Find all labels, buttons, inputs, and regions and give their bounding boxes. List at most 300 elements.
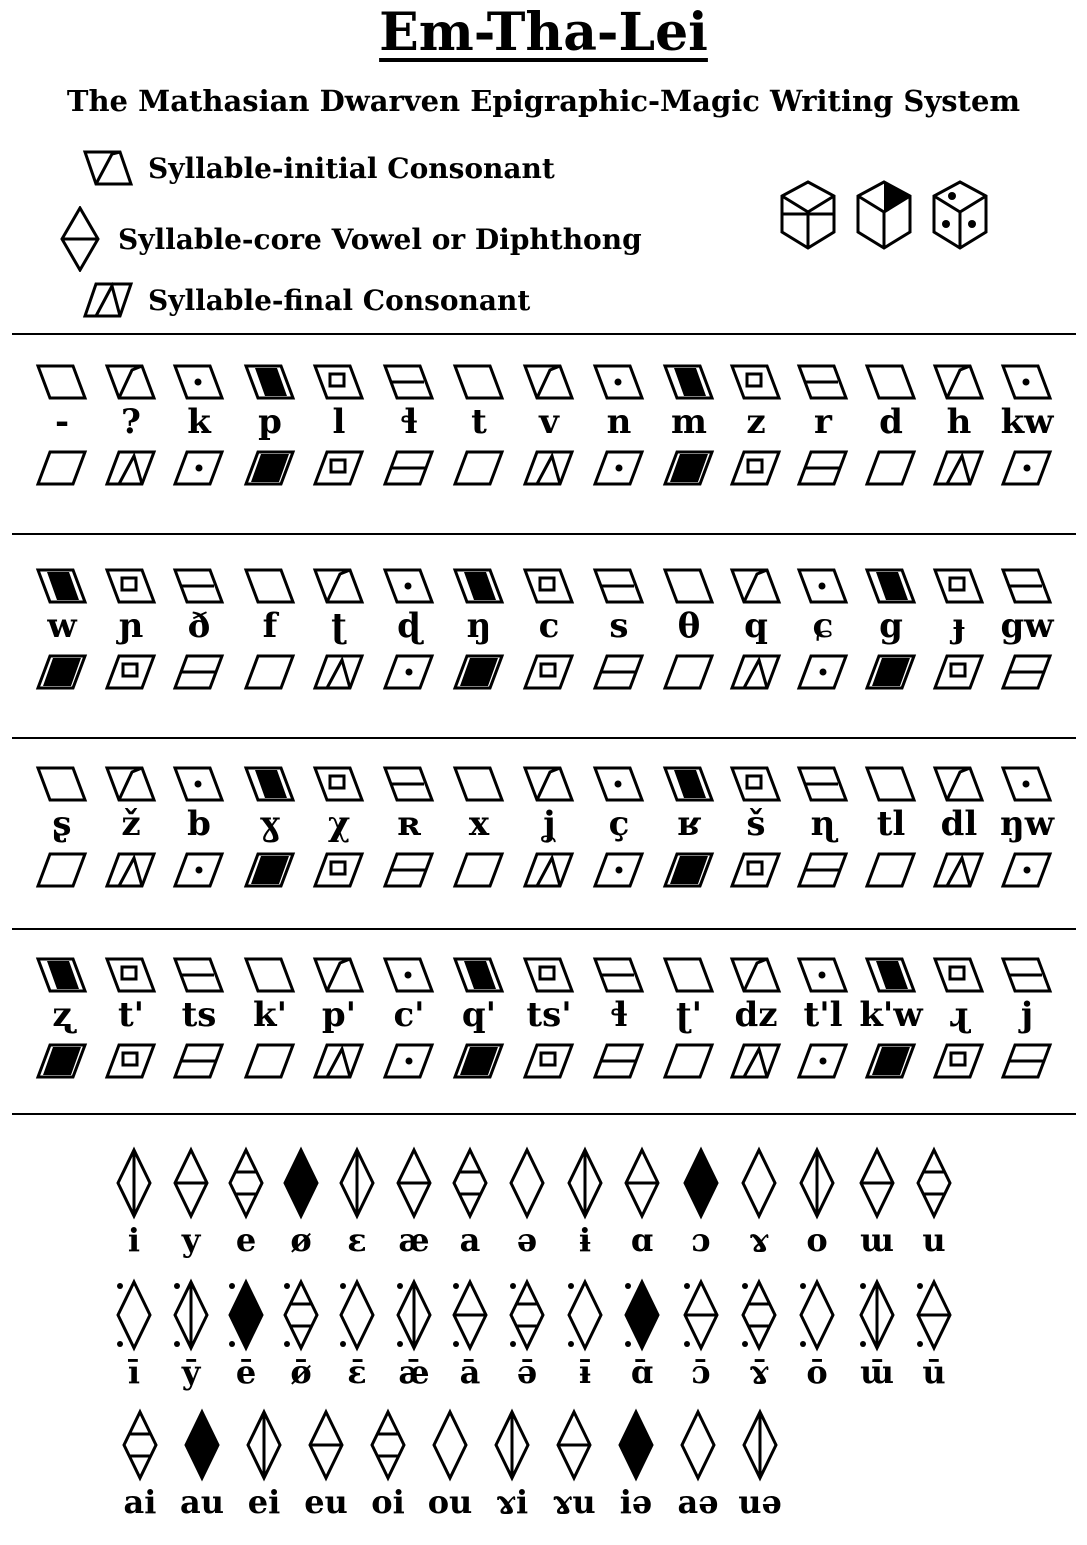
- consonant-label: ç: [608, 804, 630, 844]
- initial-consonant-glyph: [729, 764, 783, 804]
- vowel-label: y: [181, 1221, 201, 1259]
- initial-consonant-glyph: [35, 764, 89, 804]
- consonant-label: χ: [327, 804, 351, 844]
- initial-consonant-glyph: [452, 566, 506, 606]
- initial-consonant-glyph: [864, 362, 918, 402]
- consonant-cell: [165, 764, 233, 890]
- consonant-cell: [585, 764, 653, 890]
- legend-core-label: Syllable-core Vowel or Diphthong: [118, 222, 642, 256]
- vowel-cell: [102, 1278, 166, 1392]
- vowel-cell: [480, 1408, 544, 1522]
- consonant-label: t'l: [803, 995, 843, 1035]
- consonant-cell: [993, 362, 1061, 488]
- vowel-glyph: [490, 1408, 534, 1482]
- consonant-cell: [28, 955, 96, 1081]
- vowel-cell: [542, 1408, 606, 1522]
- consonant-cell: [97, 764, 165, 890]
- consonant-cell: [515, 362, 583, 488]
- vowel-glyph: [448, 1146, 492, 1220]
- consonant-cell: [305, 764, 373, 890]
- legend-initial: [82, 148, 555, 188]
- vowel-label: ɑ̄: [630, 1353, 654, 1391]
- consonant-label: ts: [181, 995, 217, 1035]
- consonant-cell: [722, 566, 790, 692]
- vowel-cell: [845, 1146, 909, 1260]
- final-consonant-glyph: [932, 1041, 986, 1081]
- consonant-cell: [925, 566, 993, 692]
- vowel-cell: [325, 1278, 389, 1392]
- vowel-cell: [669, 1146, 733, 1260]
- vowel-label: iə: [619, 1483, 653, 1521]
- vowel-glyph: [855, 1146, 899, 1220]
- vowel-glyph: [224, 1146, 268, 1220]
- initial-consonant-glyph: [1000, 566, 1054, 606]
- vowel-cell: [553, 1278, 617, 1392]
- final-consonant-glyph: [729, 448, 783, 488]
- vowel-cell: [495, 1146, 559, 1260]
- consonant-cell: [655, 362, 723, 488]
- vowel-cell: [382, 1146, 446, 1260]
- initial-consonant-glyph: [592, 764, 646, 804]
- initial-consonant-glyph: [312, 955, 366, 995]
- initial-consonant-glyph: [592, 362, 646, 402]
- initial-consonant-glyph: [522, 362, 576, 402]
- final-consonant-glyph: [382, 1041, 436, 1081]
- initial-consonant-glyph: [35, 955, 89, 995]
- divider: [12, 737, 1076, 739]
- vowel-label: ɛ̄: [347, 1353, 367, 1391]
- consonant-label: ɬ: [400, 402, 418, 442]
- vowel-cell: [438, 1278, 502, 1392]
- vowel-glyph: [676, 1408, 720, 1482]
- vowel-cell: [170, 1408, 234, 1522]
- initial-consonant-glyph: [312, 764, 366, 804]
- consonant-label: k': [253, 995, 287, 1035]
- consonant-cell: [445, 955, 513, 1081]
- consonant-label: t: [471, 402, 487, 442]
- final-consonant-glyph: [1000, 652, 1054, 692]
- consonant-label: θ: [677, 606, 701, 646]
- final-consonant-glyph: [662, 850, 716, 890]
- final-consonant-glyph: [382, 850, 436, 890]
- vowel-cell: [269, 1146, 333, 1260]
- final-consonant-glyph: [864, 652, 918, 692]
- consonant-cell: [925, 362, 993, 488]
- vowel-glyph: [180, 1408, 224, 1482]
- vowel-label: ī: [127, 1353, 141, 1391]
- final-consonant-glyph: [104, 850, 158, 890]
- final-consonant-glyph: [729, 1041, 783, 1081]
- initial-consonant-glyph: [662, 764, 716, 804]
- vowel-label: æ: [398, 1221, 430, 1259]
- consonant-cell: [515, 955, 583, 1081]
- final-consonant-glyph: [243, 850, 297, 890]
- final-consonant-glyph: [312, 1041, 366, 1081]
- consonant-cell: [236, 764, 304, 890]
- vowel-label: ɯ: [860, 1221, 894, 1259]
- initial-consonant-glyph: [1000, 955, 1054, 995]
- initial-consonant-glyph: [522, 955, 576, 995]
- initial-consonant-glyph: [1000, 764, 1054, 804]
- initial-consonant-glyph: [662, 566, 716, 606]
- vowel-label: ɔ̄: [691, 1353, 711, 1391]
- vowel-cell: [604, 1408, 668, 1522]
- vowel-label: ə: [516, 1221, 538, 1259]
- consonant-label: ɖ: [397, 606, 421, 646]
- vowel-label: oi: [371, 1483, 405, 1521]
- initial-consonant-glyph: [452, 362, 506, 402]
- vowel-glyph: [169, 1146, 213, 1220]
- vowel-glyph: [912, 1278, 956, 1352]
- final-consonant-glyph: [864, 448, 918, 488]
- final-consonant-glyph: [522, 1041, 576, 1081]
- legend-core: [58, 206, 642, 272]
- consonant-label: -: [54, 402, 70, 442]
- vowel-glyph: [912, 1146, 956, 1220]
- final-consonant-glyph: [35, 850, 89, 890]
- vowel-cell: [269, 1278, 333, 1392]
- initial-consonant-glyph: [382, 566, 436, 606]
- vowel-label: au: [180, 1483, 224, 1521]
- final-consonant-glyph: [932, 850, 986, 890]
- consonant-cell: [97, 362, 165, 488]
- vowel-label: ɤi: [495, 1483, 529, 1521]
- vowel-glyph: [563, 1278, 607, 1352]
- initial-consonant-glyph: [796, 566, 850, 606]
- vowel-glyph: [279, 1278, 323, 1352]
- divider: [12, 928, 1076, 930]
- initial-consonant-glyph: [796, 955, 850, 995]
- vowel-core-icon: [58, 206, 104, 272]
- final-consonant-glyph: [864, 850, 918, 890]
- vowel-glyph: [620, 1278, 664, 1352]
- consonant-label: p': [321, 995, 357, 1035]
- consonant-cell: [722, 955, 790, 1081]
- final-consonant-glyph: [592, 850, 646, 890]
- legend-final-label: Syllable-final Consonant: [148, 283, 531, 317]
- vowel-label: ou: [427, 1483, 473, 1521]
- final-consonant-glyph: [932, 448, 986, 488]
- consonant-label: ʁ: [677, 804, 701, 844]
- vowel-label: u: [922, 1221, 946, 1259]
- consonant-cell: [305, 955, 373, 1081]
- vowel-glyph: [738, 1408, 782, 1482]
- vowel-label: ū: [922, 1353, 946, 1391]
- initial-consonant-glyph: [35, 362, 89, 402]
- final-consonant-glyph: [1000, 448, 1054, 488]
- syllable-cubes-icon: [772, 178, 1002, 252]
- final-consonant-glyph: [104, 1041, 158, 1081]
- initial-consonant-icon: [82, 148, 134, 188]
- final-consonant-glyph: [35, 1041, 89, 1081]
- initial-consonant-glyph: [864, 955, 918, 995]
- final-consonant-glyph: [452, 1041, 506, 1081]
- initial-consonant-glyph: [312, 362, 366, 402]
- initial-consonant-glyph: [522, 566, 576, 606]
- consonant-label: t': [117, 995, 145, 1035]
- consonant-cell: [305, 566, 373, 692]
- initial-consonant-glyph: [662, 362, 716, 402]
- initial-consonant-glyph: [172, 566, 226, 606]
- final-consonant-glyph: [172, 448, 226, 488]
- consonant-cell: [28, 764, 96, 890]
- vowel-cell: [294, 1408, 358, 1522]
- vowel-cell: [727, 1146, 791, 1260]
- vowel-label: e: [235, 1221, 257, 1259]
- final-consonant-glyph: [662, 448, 716, 488]
- consonant-label: r: [814, 402, 832, 442]
- initial-consonant-glyph: [243, 566, 297, 606]
- final-consonant-glyph: [592, 1041, 646, 1081]
- consonant-cell: [515, 764, 583, 890]
- vowel-cell: [727, 1278, 791, 1392]
- initial-consonant-glyph: [452, 955, 506, 995]
- initial-consonant-glyph: [35, 566, 89, 606]
- vowel-cell: [325, 1146, 389, 1260]
- vowel-glyph: [505, 1146, 549, 1220]
- initial-consonant-glyph: [522, 764, 576, 804]
- vowel-glyph: [335, 1146, 379, 1220]
- consonant-cell: [305, 362, 373, 488]
- vowel-glyph: [112, 1278, 156, 1352]
- consonant-label: h: [946, 402, 972, 442]
- initial-consonant-glyph: [592, 566, 646, 606]
- final-consonant-glyph: [452, 850, 506, 890]
- consonant-cell: [165, 362, 233, 488]
- vowel-cell: [610, 1146, 674, 1260]
- final-consonant-glyph: [312, 448, 366, 488]
- final-consonant-glyph: [452, 448, 506, 488]
- consonant-label: ɣ: [259, 804, 281, 844]
- vowel-label: ā: [459, 1353, 481, 1391]
- vowel-glyph: [737, 1146, 781, 1220]
- vowel-glyph: [505, 1278, 549, 1352]
- consonant-label: ts': [526, 995, 572, 1035]
- consonant-cell: [97, 955, 165, 1081]
- initial-consonant-glyph: [1000, 362, 1054, 402]
- final-consonant-glyph: [522, 850, 576, 890]
- final-consonant-glyph: [864, 1041, 918, 1081]
- consonant-cell: [722, 764, 790, 890]
- consonant-cell: [655, 764, 723, 890]
- consonant-label: j: [1020, 995, 1034, 1035]
- vowel-glyph: [118, 1408, 162, 1482]
- legend-initial-label: Syllable-initial Consonant: [148, 151, 555, 185]
- consonant-label: ʝ: [542, 804, 556, 844]
- final-consonant-glyph: [729, 850, 783, 890]
- final-consonant-glyph: [796, 448, 850, 488]
- vowel-label: ɯ̄: [860, 1353, 894, 1391]
- consonant-label: gw: [1000, 606, 1054, 646]
- consonant-cell: [28, 566, 96, 692]
- vowel-glyph: [169, 1278, 213, 1352]
- consonant-cell: [236, 955, 304, 1081]
- consonant-label: z: [746, 402, 766, 442]
- consonant-label: f: [262, 606, 278, 646]
- consonant-cell: [585, 566, 653, 692]
- initial-consonant-glyph: [104, 955, 158, 995]
- initial-consonant-glyph: [243, 955, 297, 995]
- consonant-cell: [993, 566, 1061, 692]
- consonant-cell: [857, 764, 925, 890]
- vowel-label: ɔ: [691, 1221, 711, 1259]
- vowel-glyph: [614, 1408, 658, 1482]
- vowel-glyph: [620, 1146, 664, 1220]
- vowel-cell: [610, 1278, 674, 1392]
- consonant-label: kw: [1000, 402, 1054, 442]
- vowel-cell: [108, 1408, 172, 1522]
- consonant-label: tl: [876, 804, 906, 844]
- vowel-cell: [902, 1146, 966, 1260]
- vowel-glyph: [552, 1408, 596, 1482]
- consonant-cell: [445, 566, 513, 692]
- vowel-glyph: [795, 1278, 839, 1352]
- consonant-label: b: [187, 804, 211, 844]
- consonant-cell: [585, 955, 653, 1081]
- initial-consonant-glyph: [729, 955, 783, 995]
- vowel-glyph: [242, 1408, 286, 1482]
- vowel-label: o: [806, 1221, 828, 1259]
- initial-consonant-glyph: [932, 362, 986, 402]
- consonant-cell: [925, 764, 993, 890]
- consonant-label: ʈ: [331, 606, 347, 646]
- consonant-label: ?: [121, 402, 141, 442]
- final-consonant-glyph: [104, 652, 158, 692]
- final-consonant-glyph: [35, 448, 89, 488]
- consonant-label: n: [606, 402, 632, 442]
- vowel-label: ɑ: [630, 1221, 654, 1259]
- page-subtitle: The Mathasian Dwarven Epigraphic-Magic Writing System: [66, 84, 1021, 118]
- vowel-cell: [728, 1408, 792, 1522]
- consonant-cell: [789, 362, 857, 488]
- vowel-glyph: [112, 1146, 156, 1220]
- consonant-cell: [236, 566, 304, 692]
- vowel-glyph: [448, 1278, 492, 1352]
- final-consonant-icon: [82, 280, 134, 320]
- initial-consonant-glyph: [729, 566, 783, 606]
- consonant-cell: [585, 362, 653, 488]
- consonant-cell: [28, 362, 96, 488]
- initial-consonant-glyph: [662, 955, 716, 995]
- consonant-cell: [236, 362, 304, 488]
- consonant-cell: [375, 566, 443, 692]
- vowel-label: a: [459, 1221, 481, 1259]
- vowel-glyph: [679, 1146, 723, 1220]
- final-consonant-glyph: [1000, 1041, 1054, 1081]
- initial-consonant-glyph: [243, 764, 297, 804]
- consonant-label: ʐ: [52, 995, 72, 1035]
- final-consonant-glyph: [382, 448, 436, 488]
- vowel-label: aə: [677, 1483, 719, 1521]
- initial-consonant-glyph: [382, 764, 436, 804]
- vowel-cell: [438, 1146, 502, 1260]
- vowel-label: ø̄: [290, 1353, 312, 1391]
- consonant-cell: [165, 566, 233, 692]
- final-consonant-glyph: [662, 1041, 716, 1081]
- consonant-cell: [655, 955, 723, 1081]
- final-consonant-glyph: [104, 448, 158, 488]
- final-consonant-glyph: [35, 652, 89, 692]
- final-consonant-glyph: [522, 652, 576, 692]
- final-consonant-glyph: [796, 1041, 850, 1081]
- final-consonant-glyph: [172, 652, 226, 692]
- final-consonant-glyph: [1000, 850, 1054, 890]
- initial-consonant-glyph: [312, 566, 366, 606]
- consonant-label: ɳ: [810, 804, 836, 844]
- consonant-cell: [993, 955, 1061, 1081]
- consonant-label: k: [187, 402, 211, 442]
- divider: [12, 1113, 1076, 1115]
- vowel-label: ē: [235, 1353, 257, 1391]
- consonant-label: c': [393, 995, 425, 1035]
- vowel-label: i: [127, 1221, 141, 1259]
- consonant-label: š: [746, 804, 766, 844]
- vowel-cell: [553, 1146, 617, 1260]
- consonant-label: ð: [187, 606, 211, 646]
- vowel-label: ə̄: [516, 1353, 538, 1391]
- consonant-label: d: [879, 402, 903, 442]
- consonant-label: w: [47, 606, 77, 646]
- initial-consonant-glyph: [382, 955, 436, 995]
- vowel-glyph: [428, 1408, 472, 1482]
- consonant-cell: [993, 764, 1061, 890]
- consonant-label: ʂ: [52, 804, 72, 844]
- consonant-label: q': [461, 995, 497, 1035]
- consonant-cell: [375, 764, 443, 890]
- vowel-cell: [495, 1278, 559, 1392]
- final-consonant-glyph: [243, 448, 297, 488]
- vowel-glyph: [855, 1278, 899, 1352]
- final-consonant-glyph: [662, 652, 716, 692]
- initial-consonant-glyph: [382, 362, 436, 402]
- consonant-cell: [165, 955, 233, 1081]
- initial-consonant-glyph: [452, 764, 506, 804]
- vowel-glyph: [304, 1408, 348, 1482]
- vowel-label: ai: [123, 1483, 157, 1521]
- consonant-cell: [789, 764, 857, 890]
- vowel-label: ɨ̄: [578, 1353, 592, 1391]
- consonant-label: ɻ: [949, 995, 969, 1035]
- vowel-label: ō: [806, 1353, 828, 1391]
- initial-consonant-glyph: [864, 764, 918, 804]
- vowel-label: eu: [304, 1483, 348, 1521]
- consonant-label: dz: [734, 995, 778, 1035]
- consonant-cell: [857, 955, 925, 1081]
- consonant-cell: [445, 362, 513, 488]
- vowel-label: uə: [738, 1483, 782, 1521]
- vowel-cell: [666, 1408, 730, 1522]
- consonant-label: k'w: [859, 995, 923, 1035]
- initial-consonant-glyph: [243, 362, 297, 402]
- consonant-cell: [375, 362, 443, 488]
- vowel-glyph: [279, 1146, 323, 1220]
- consonant-cell: [789, 566, 857, 692]
- final-consonant-glyph: [522, 448, 576, 488]
- consonant-label: m: [671, 402, 707, 442]
- final-consonant-glyph: [243, 1041, 297, 1081]
- final-consonant-glyph: [172, 1041, 226, 1081]
- consonant-cell: [857, 362, 925, 488]
- final-consonant-glyph: [312, 652, 366, 692]
- final-consonant-glyph: [796, 652, 850, 692]
- consonant-label: ʀ: [397, 804, 421, 844]
- vowel-cell: [669, 1278, 733, 1392]
- consonant-label: s: [609, 606, 629, 646]
- final-consonant-glyph: [932, 652, 986, 692]
- initial-consonant-glyph: [172, 362, 226, 402]
- initial-consonant-glyph: [729, 362, 783, 402]
- vowel-label: ø: [290, 1221, 312, 1259]
